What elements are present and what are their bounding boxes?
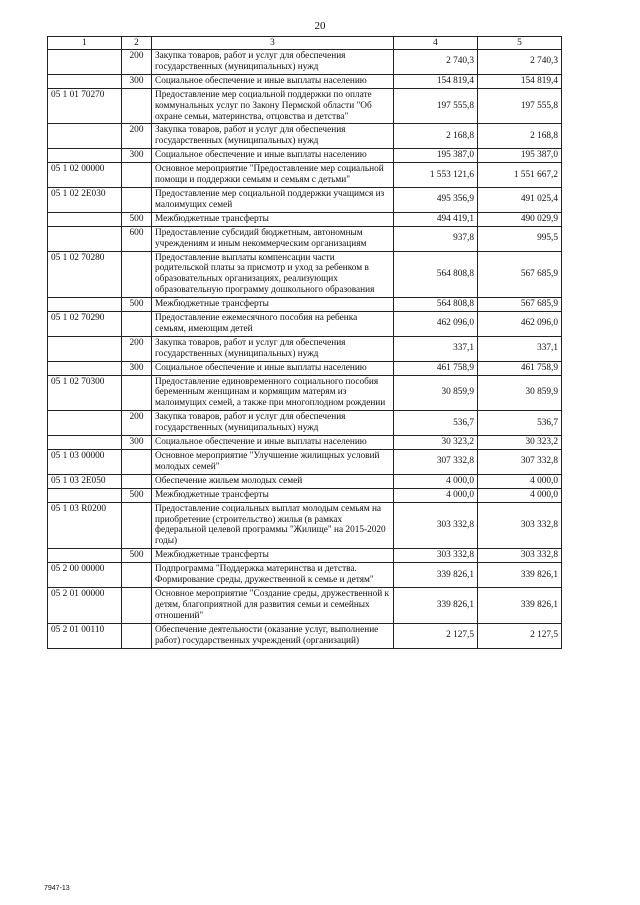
expense-type-cell: 300 [122, 149, 152, 163]
table-row [48, 187, 562, 212]
value-year1-cell: 1 553 121,6 [394, 163, 478, 188]
row-name-cell: Межбюджетные трансферты [152, 298, 394, 312]
value-year2-cell: 30 323,2 [478, 436, 562, 450]
expense-type-cell [122, 450, 152, 475]
value-year1-cell: 494 419,1 [394, 212, 478, 226]
expense-type-cell [122, 474, 152, 488]
header-col-5: 5 [478, 37, 562, 50]
value-year1-cell: 4 000,0 [394, 488, 478, 502]
row-code-cell: 05 1 02 70300 [48, 375, 122, 411]
row-code-cell: 05 1 02 70290 [48, 312, 122, 337]
value-year2-cell: 337,1 [478, 336, 562, 361]
row-code-cell [48, 74, 122, 88]
value-year1-cell: 339 826,1 [394, 563, 478, 588]
value-year2-cell: 536,7 [478, 411, 562, 436]
value-year1-cell: 462 096,0 [394, 312, 478, 337]
table-header-row [48, 37, 562, 50]
row-code-cell [48, 298, 122, 312]
value-year2-cell: 2 127,5 [478, 623, 562, 648]
row-code-cell: 05 1 03 00000 [48, 450, 122, 475]
table-row [48, 298, 562, 312]
value-year2-cell: 30 859,9 [478, 375, 562, 411]
value-year1-cell: 195 387,0 [394, 149, 478, 163]
value-year1-cell: 30 859,9 [394, 375, 478, 411]
expense-type-cell: 500 [122, 488, 152, 502]
expense-type-cell: 500 [122, 212, 152, 226]
value-year1-cell: 937,8 [394, 226, 478, 251]
row-name-cell: Социальное обеспечение и иные выплаты населению [152, 74, 394, 88]
table-row [48, 50, 562, 75]
expense-type-cell: 300 [122, 436, 152, 450]
document-footer-code: 7947-13 [44, 885, 70, 892]
row-name-cell: Основное мероприятие "Предоставление мер социальной помощи и поддержки семьям и семьям с детьми" [152, 163, 394, 188]
row-code-cell: 05 1 03 R0200 [48, 502, 122, 549]
row-name-cell: Основное мероприятие "Улучшение жилищных условий молодых семей" [152, 450, 394, 475]
row-name-cell: Предоставление мер социальной поддержки по оплате коммунальных услуг по Закону Пермской области "Об охране семьи, материнства, отцовства и детства" [152, 88, 394, 124]
table-row [48, 149, 562, 163]
expense-type-cell: 200 [122, 336, 152, 361]
page-number: 20 [314, 20, 326, 32]
expense-type-cell [122, 375, 152, 411]
expense-type-cell [122, 563, 152, 588]
row-code-cell [48, 226, 122, 251]
table-row [48, 450, 562, 475]
row-code-cell: 05 2 01 00110 [48, 623, 122, 648]
row-code-cell [48, 212, 122, 226]
row-name-cell: Предоставление мер социальной поддержки учащимся из малоимущих семей [152, 187, 394, 212]
value-year1-cell: 495 356,9 [394, 187, 478, 212]
value-year1-cell: 564 808,8 [394, 251, 478, 298]
value-year2-cell: 339 826,1 [478, 587, 562, 623]
row-name-cell: Предоставление социальных выплат молодым семьям на приобретение (строительство) жилья (в рамках федеральной целевой программы "Жилище" на 2015-2020 годы) [152, 502, 394, 549]
expense-type-cell [122, 251, 152, 298]
value-year1-cell: 303 332,8 [394, 502, 478, 549]
value-year2-cell: 491 025,4 [478, 187, 562, 212]
value-year2-cell: 154 819,4 [478, 74, 562, 88]
value-year2-cell: 461 758,9 [478, 361, 562, 375]
table-row [48, 623, 562, 648]
expense-type-cell [122, 502, 152, 549]
budget-table [47, 36, 562, 649]
table-row [48, 226, 562, 251]
header-col-1: 1 [48, 37, 122, 50]
value-year2-cell: 2 740,3 [478, 50, 562, 75]
row-name-cell: Обеспечение деятельности (оказание услуг, выполнение работ) государственных учреждений (организаций) [152, 623, 394, 648]
row-name-cell: Предоставление выплаты компенсации части родительской платы за присмотр и уход за ребенком в образовательных организациях, реализующих образовательную программу дошкольного образования [152, 251, 394, 298]
table-row [48, 502, 562, 549]
row-name-cell: Социальное обеспечение и иные выплаты населению [152, 361, 394, 375]
table-row [48, 361, 562, 375]
table-row [48, 436, 562, 450]
value-year2-cell: 303 332,8 [478, 502, 562, 549]
row-code-cell [48, 411, 122, 436]
row-name-cell: Межбюджетные трансферты [152, 488, 394, 502]
expense-type-cell [122, 312, 152, 337]
expense-type-cell [122, 623, 152, 648]
expense-type-cell [122, 587, 152, 623]
table-row [48, 563, 562, 588]
row-code-cell [48, 124, 122, 149]
table-row [48, 212, 562, 226]
value-year1-cell: 197 555,8 [394, 88, 478, 124]
expense-type-cell: 500 [122, 549, 152, 563]
value-year2-cell: 195 387,0 [478, 149, 562, 163]
value-year1-cell: 307 332,8 [394, 450, 478, 475]
value-year2-cell: 2 168,8 [478, 124, 562, 149]
row-code-cell [48, 488, 122, 502]
row-code-cell: 05 1 02 70280 [48, 251, 122, 298]
table-row [48, 163, 562, 188]
expense-type-cell [122, 88, 152, 124]
value-year2-cell: 339 826,1 [478, 563, 562, 588]
row-code-cell: 05 1 02 2Е030 [48, 187, 122, 212]
table-row [48, 411, 562, 436]
table-row [48, 549, 562, 563]
row-name-cell: Социальное обеспечение и иные выплаты населению [152, 436, 394, 450]
value-year2-cell: 307 332,8 [478, 450, 562, 475]
expense-type-cell: 200 [122, 50, 152, 75]
value-year2-cell: 4 000,0 [478, 488, 562, 502]
table-row [48, 375, 562, 411]
expense-type-cell: 600 [122, 226, 152, 251]
table-row [48, 251, 562, 298]
table-row [48, 474, 562, 488]
row-code-cell [48, 336, 122, 361]
table-row [48, 587, 562, 623]
row-name-cell: Социальное обеспечение и иные выплаты населению [152, 149, 394, 163]
row-name-cell: Подпрограмма "Поддержка материнства и детства. Формирование среды, дружественной к семье и детям" [152, 563, 394, 588]
value-year1-cell: 339 826,1 [394, 587, 478, 623]
value-year1-cell: 461 758,9 [394, 361, 478, 375]
value-year1-cell: 536,7 [394, 411, 478, 436]
row-code-cell [48, 50, 122, 75]
value-year2-cell: 462 096,0 [478, 312, 562, 337]
value-year1-cell: 30 323,2 [394, 436, 478, 450]
row-name-cell: Основное мероприятие "Создание среды, дружественной к детям, благоприятной для развития семьи и семейных отношений" [152, 587, 394, 623]
row-code-cell: 05 1 03 2Е050 [48, 474, 122, 488]
value-year1-cell: 337,1 [394, 336, 478, 361]
row-name-cell: Закупка товаров, работ и услуг для обеспечения государственных (муниципальных) нужд [152, 50, 394, 75]
value-year2-cell: 197 555,8 [478, 88, 562, 124]
row-name-cell: Предоставление ежемесячного пособия на ребенка семьям, имеющим детей [152, 312, 394, 337]
value-year1-cell: 2 740,3 [394, 50, 478, 75]
table-row [48, 74, 562, 88]
value-year2-cell: 567 685,9 [478, 251, 562, 298]
row-code-cell [48, 549, 122, 563]
row-name-cell: Межбюджетные трансферты [152, 212, 394, 226]
row-code-cell: 05 1 02 00000 [48, 163, 122, 188]
row-name-cell: Закупка товаров, работ и услуг для обеспечения государственных (муниципальных) нужд [152, 336, 394, 361]
expense-type-cell: 500 [122, 298, 152, 312]
table-row [48, 336, 562, 361]
expense-type-cell: 200 [122, 411, 152, 436]
value-year2-cell: 490 029,9 [478, 212, 562, 226]
header-col-3: 3 [152, 37, 394, 50]
value-year2-cell: 567 685,9 [478, 298, 562, 312]
expense-type-cell: 200 [122, 124, 152, 149]
table-row [48, 88, 562, 124]
row-name-cell: Закупка товаров, работ и услуг для обеспечения государственных (муниципальных) нужд [152, 124, 394, 149]
value-year1-cell: 303 332,8 [394, 549, 478, 563]
value-year1-cell: 4 000,0 [394, 474, 478, 488]
row-name-cell: Предоставление субсидий бюджетным, автономным учреждениям и иным некоммерческим организациям [152, 226, 394, 251]
value-year1-cell: 2 127,5 [394, 623, 478, 648]
value-year2-cell: 4 000,0 [478, 474, 562, 488]
value-year2-cell: 303 332,8 [478, 549, 562, 563]
row-name-cell: Закупка товаров, работ и услуг для обеспечения государственных (муниципальных) нужд [152, 411, 394, 436]
table-row [48, 312, 562, 337]
expense-type-cell [122, 163, 152, 188]
value-year1-cell: 564 808,8 [394, 298, 478, 312]
row-name-cell: Обеспечение жильем молодых семей [152, 474, 394, 488]
value-year1-cell: 154 819,4 [394, 74, 478, 88]
row-name-cell: Предоставление единовременного социального пособия беременным женщинам и кормящим матерям из малоимущих семей, а также при многоплодном рождении [152, 375, 394, 411]
value-year2-cell: 995,5 [478, 226, 562, 251]
row-name-cell: Межбюджетные трансферты [152, 549, 394, 563]
value-year1-cell: 2 168,8 [394, 124, 478, 149]
row-code-cell: 05 2 00 00000 [48, 563, 122, 588]
table-row [48, 124, 562, 149]
row-code-cell: 05 2 01 00000 [48, 587, 122, 623]
table-row [48, 488, 562, 502]
expense-type-cell: 300 [122, 74, 152, 88]
expense-type-cell [122, 187, 152, 212]
row-code-cell: 05 1 01 70270 [48, 88, 122, 124]
value-year2-cell: 1 551 667,2 [478, 163, 562, 188]
header-col-2: 2 [122, 37, 152, 50]
expense-type-cell: 300 [122, 361, 152, 375]
row-code-cell [48, 361, 122, 375]
header-col-4: 4 [394, 37, 478, 50]
row-code-cell [48, 149, 122, 163]
row-code-cell [48, 436, 122, 450]
